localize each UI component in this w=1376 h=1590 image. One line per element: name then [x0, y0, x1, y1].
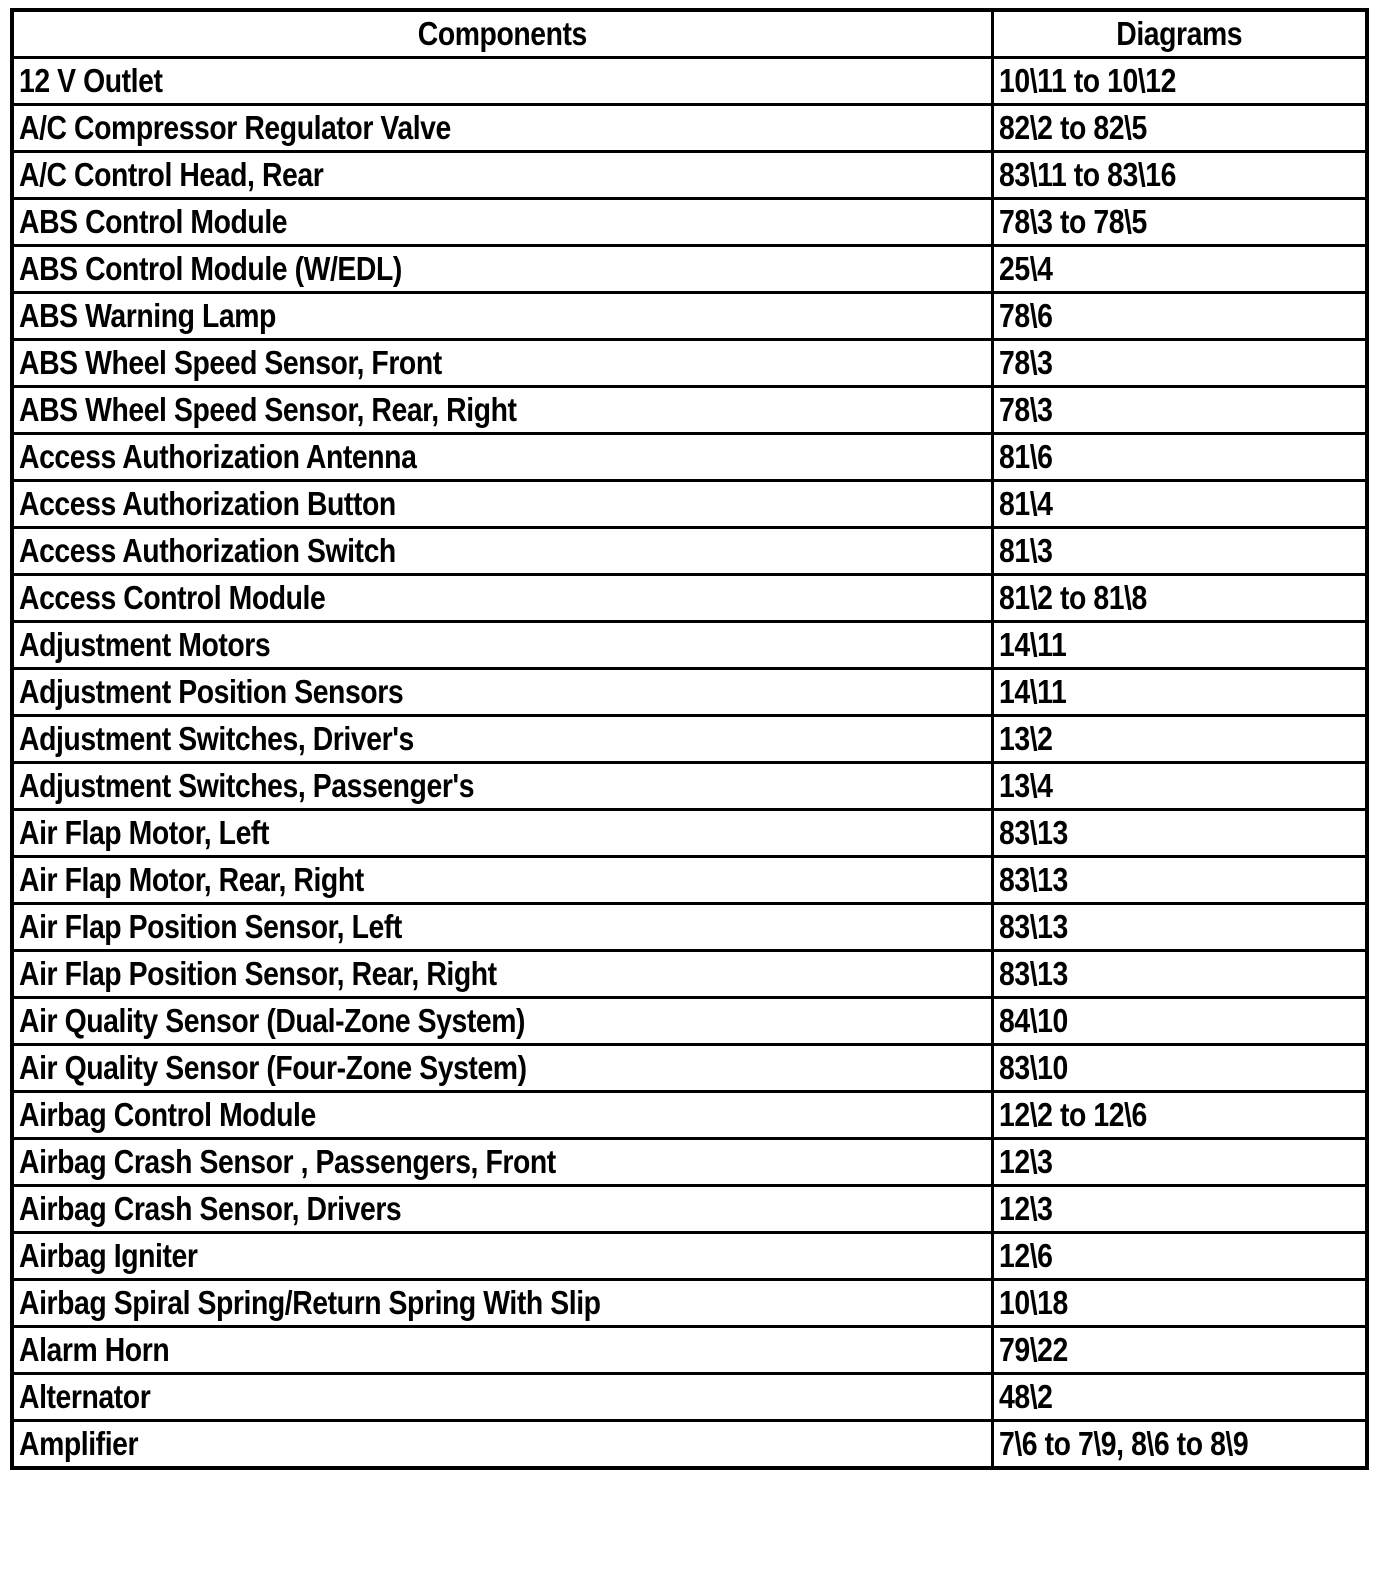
table-row: [12, 1045, 1367, 1092]
table-row: [12, 669, 1367, 716]
diagram-cell: 12\3: [992, 1186, 1367, 1233]
table-row: [12, 763, 1367, 810]
diagram-cell: 10\18: [992, 1280, 1367, 1327]
table-row: [12, 58, 1367, 105]
component-cell: ABS Wheel Speed Sensor, Rear, Right: [12, 387, 992, 434]
components-table-container: [10, 8, 1365, 1470]
table-row: [12, 152, 1367, 199]
table-row: [12, 622, 1367, 669]
component-cell: ABS Control Module (W/EDL): [12, 246, 992, 293]
diagram-cell: 84\10: [992, 998, 1367, 1045]
component-cell: Air Quality Sensor (Dual-Zone System): [12, 998, 992, 1045]
diagram-cell: 83\13: [992, 810, 1367, 857]
component-cell: ABS Control Module: [12, 199, 992, 246]
table-row: [12, 1421, 1367, 1469]
diagram-cell: 81\4: [992, 481, 1367, 528]
diagram-cell: 79\22: [992, 1327, 1367, 1374]
diagram-cell: 78\6: [992, 293, 1367, 340]
header-components: Components: [12, 10, 992, 58]
table-row: [12, 951, 1367, 998]
component-cell: Air Flap Position Sensor, Rear, Right: [12, 951, 992, 998]
diagram-cell: 25\4: [992, 246, 1367, 293]
diagram-cell: 7\6 to 7\9, 8\6 to 8\9: [992, 1421, 1367, 1469]
table-row: [12, 1233, 1367, 1280]
diagram-cell: 83\13: [992, 951, 1367, 998]
diagram-cell: 14\11: [992, 669, 1367, 716]
table-row: [12, 387, 1367, 434]
table-body: [12, 58, 1367, 1469]
table-row: [12, 340, 1367, 387]
diagram-cell: 78\3 to 78\5: [992, 199, 1367, 246]
diagram-cell: 78\3: [992, 387, 1367, 434]
component-cell: ABS Warning Lamp: [12, 293, 992, 340]
component-cell: Alternator: [12, 1374, 992, 1421]
component-cell: Adjustment Switches, Driver's: [12, 716, 992, 763]
table-row: [12, 199, 1367, 246]
component-cell: Access Authorization Antenna: [12, 434, 992, 481]
component-cell: ABS Wheel Speed Sensor, Front: [12, 340, 992, 387]
table-row: [12, 246, 1367, 293]
diagram-cell: 12\6: [992, 1233, 1367, 1280]
component-cell: Amplifier: [12, 1421, 992, 1469]
table-row: [12, 528, 1367, 575]
component-cell: Access Control Module: [12, 575, 992, 622]
component-cell: Access Authorization Button: [12, 481, 992, 528]
component-cell: A/C Control Head, Rear: [12, 152, 992, 199]
diagram-cell: 83\13: [992, 904, 1367, 951]
component-cell: Adjustment Position Sensors: [12, 669, 992, 716]
component-cell: Air Flap Motor, Rear, Right: [12, 857, 992, 904]
table-row: [12, 1374, 1367, 1421]
component-cell: Access Authorization Switch: [12, 528, 992, 575]
table-row: [12, 716, 1367, 763]
diagram-cell: 82\2 to 82\5: [992, 105, 1367, 152]
diagram-cell: 83\10: [992, 1045, 1367, 1092]
table-row: [12, 575, 1367, 622]
table-row: [12, 857, 1367, 904]
diagram-cell: 12\3: [992, 1139, 1367, 1186]
diagram-cell: 83\11 to 83\16: [992, 152, 1367, 199]
component-cell: Airbag Crash Sensor, Drivers: [12, 1186, 992, 1233]
diagram-cell: 83\13: [992, 857, 1367, 904]
table-row: [12, 1327, 1367, 1374]
diagram-cell: 12\2 to 12\6: [992, 1092, 1367, 1139]
component-cell: A/C Compressor Regulator Valve: [12, 105, 992, 152]
table-row: [12, 1139, 1367, 1186]
table-row: [12, 1280, 1367, 1327]
diagram-cell: 81\6: [992, 434, 1367, 481]
table-row: [12, 1092, 1367, 1139]
table-row: [12, 810, 1367, 857]
table-row: [12, 434, 1367, 481]
component-cell: Airbag Igniter: [12, 1233, 992, 1280]
diagram-cell: 10\11 to 10\12: [992, 58, 1367, 105]
diagram-cell: 14\11: [992, 622, 1367, 669]
diagram-cell: 48\2: [992, 1374, 1367, 1421]
component-cell: Airbag Spiral Spring/Return Spring With Slip: [12, 1280, 992, 1327]
table-row: [12, 998, 1367, 1045]
table-row: [12, 481, 1367, 528]
component-cell: Adjustment Motors: [12, 622, 992, 669]
component-cell: Air Quality Sensor (Four-Zone System): [12, 1045, 992, 1092]
table-row: [12, 1186, 1367, 1233]
components-diagrams-table: [10, 8, 1369, 1470]
diagram-cell: 13\2: [992, 716, 1367, 763]
component-cell: Alarm Horn: [12, 1327, 992, 1374]
table-header-row: [12, 10, 1367, 58]
component-cell: Airbag Crash Sensor , Passengers, Front: [12, 1139, 992, 1186]
component-cell: Air Flap Motor, Left: [12, 810, 992, 857]
component-cell: Airbag Control Module: [12, 1092, 992, 1139]
diagram-cell: 13\4: [992, 763, 1367, 810]
table-row: [12, 904, 1367, 951]
diagram-cell: 78\3: [992, 340, 1367, 387]
diagram-cell: 81\2 to 81\8: [992, 575, 1367, 622]
component-cell: Air Flap Position Sensor, Left: [12, 904, 992, 951]
table-row: [12, 293, 1367, 340]
component-cell: 12 V Outlet: [12, 58, 992, 105]
component-cell: Adjustment Switches, Passenger's: [12, 763, 992, 810]
diagram-cell: 81\3: [992, 528, 1367, 575]
header-diagrams: Diagrams: [992, 10, 1367, 58]
table-row: [12, 105, 1367, 152]
